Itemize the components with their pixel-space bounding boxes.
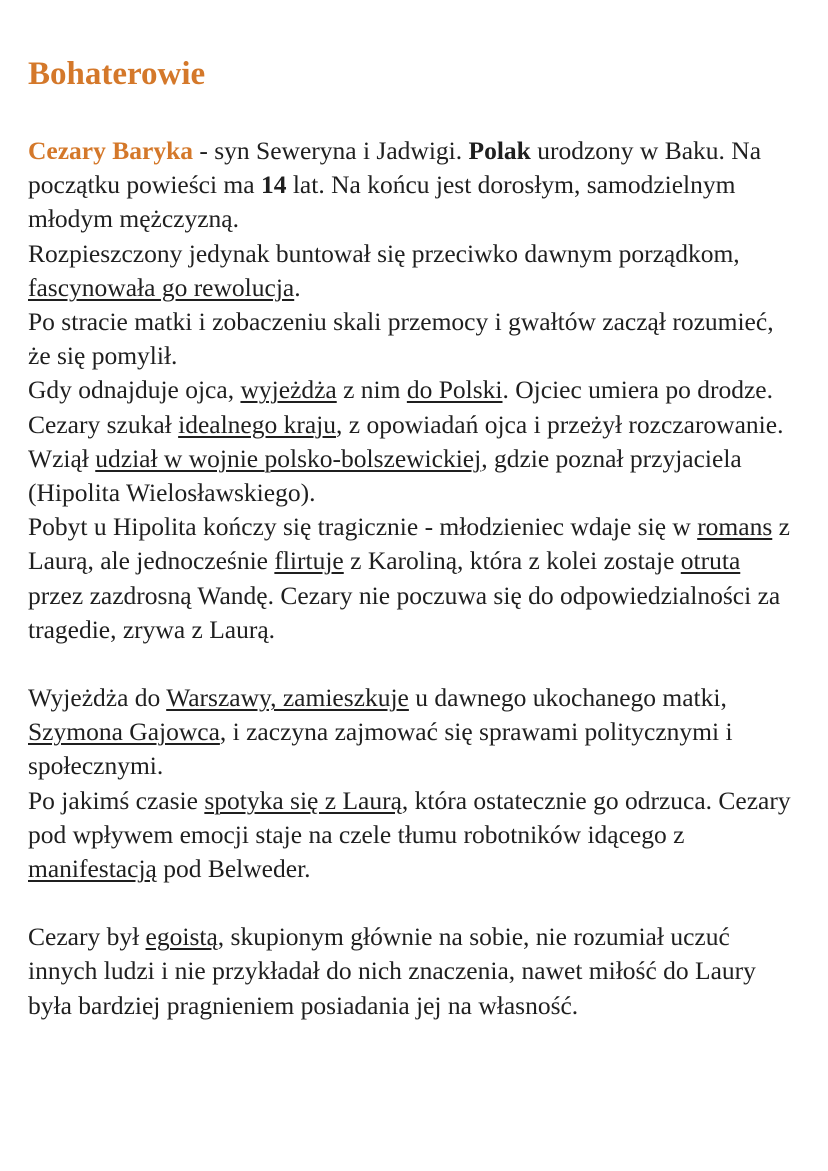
paragraph-revolution — [28, 237, 800, 305]
text-span: Cezary był — [28, 922, 146, 952]
underlined-phrase: wyjeżdża — [240, 375, 337, 405]
text-span: , skupionym głównie na sobie, nie rozumiał uczuć innych ludzi i nie przykładał do nich znaczenia, nawet miłość do Laury była bardziej pragnieniem posiadania jej na własność. — [28, 922, 756, 1020]
text-span: Po jakimś czasie — [28, 785, 205, 815]
bold-term: Polak — [468, 136, 531, 165]
text-span: , która ostatecznie go odrzuca. Cezary pod wpływem emocji staje na czele tłumu robotników idącego z — [28, 785, 791, 849]
text-span: lat. Na końcu jest dorosłym, samodzielnym młodym mężczyzną. — [28, 170, 736, 234]
paragraph-father — [28, 373, 800, 407]
underlined-phrase: romans — [697, 512, 773, 542]
text-span: Wyjeżdża do — [28, 683, 167, 713]
text-span: u dawnego ukochanego matki, — [408, 683, 727, 713]
paragraph-mother: Po stracie matki i zobaczeniu skali przemocy i gwałtów zaczął rozumieć, że się pomylił. — [28, 307, 774, 371]
text-span: Cezary szukał — [28, 409, 179, 439]
text-span: , gdzie poznał przyjaciela (Hipolita Wielosławskiego). — [28, 443, 742, 508]
text-span: , i zaczyna zajmować się sprawami politycznymi i społecznymi. — [28, 717, 733, 781]
bold-number: 14 — [260, 170, 287, 200]
text-span: Pobyt u Hipolita kończy się tragicznie - młodzieniec wdaje się w — [28, 512, 698, 542]
paragraph-summary — [28, 920, 800, 1023]
paragraph-hipolit — [28, 510, 800, 647]
underlined-phrase: flirtuje — [274, 546, 344, 576]
underlined-phrase: manifestacją — [28, 854, 157, 884]
underlined-phrase: udział w wojnie polsko-bolszewickiej — [95, 443, 482, 473]
text-span: . Ojciec umiera po drodze. — [502, 375, 773, 405]
hero-name: Cezary Baryka — [28, 136, 194, 165]
text-span: z Karoliną, która z kolei zostaje — [343, 546, 681, 576]
text-span: - syn Seweryna i Jadwigi. — [193, 136, 469, 165]
text-span: . — [294, 272, 301, 302]
text-span: Gdy odnajduje ojca, — [28, 375, 241, 405]
underlined-phrase: fascynowała go rewolucja — [28, 272, 295, 302]
paragraph-warsaw — [28, 681, 800, 784]
underlined-phrase: do Polski — [406, 375, 503, 405]
underlined-phrase: idealnego kraju — [178, 409, 337, 439]
underlined-phrase: Warszawy, zamieszkuje — [166, 683, 409, 713]
paragraph-laura — [28, 784, 800, 887]
text-span: Rozpieszczony jedynak buntował się przeciwko dawnym porządkom, — [28, 238, 740, 268]
text-span: , z opowiadań ojca i przeżył rozczarowanie. — [336, 409, 784, 439]
page-title: Bohaterowie — [28, 56, 206, 92]
underlined-phrase: Szymona Gajowca — [28, 717, 220, 747]
text-span: z nim — [336, 375, 407, 405]
paragraph-war — [28, 442, 800, 510]
text-span: z Laurą, ale jednocześnie — [28, 512, 790, 576]
underlined-phrase: egoistą — [145, 922, 218, 952]
paragraph-intro — [28, 134, 800, 237]
paragraph-ideal-country — [28, 408, 800, 442]
text-span: pod Belweder. — [156, 854, 311, 884]
text-span: urodzony w Baku. Na początku powieści ma — [28, 136, 762, 200]
underlined-phrase: otruta — [680, 546, 741, 576]
text-span: przez zazdrosną Wandę. Cezary nie poczuwa się do odpowiedzialności za tragedie, zrywa z Laurą. — [28, 580, 781, 644]
underlined-phrase: spotyka się z Laurą — [204, 785, 402, 815]
text-span: Wziął — [28, 443, 96, 473]
